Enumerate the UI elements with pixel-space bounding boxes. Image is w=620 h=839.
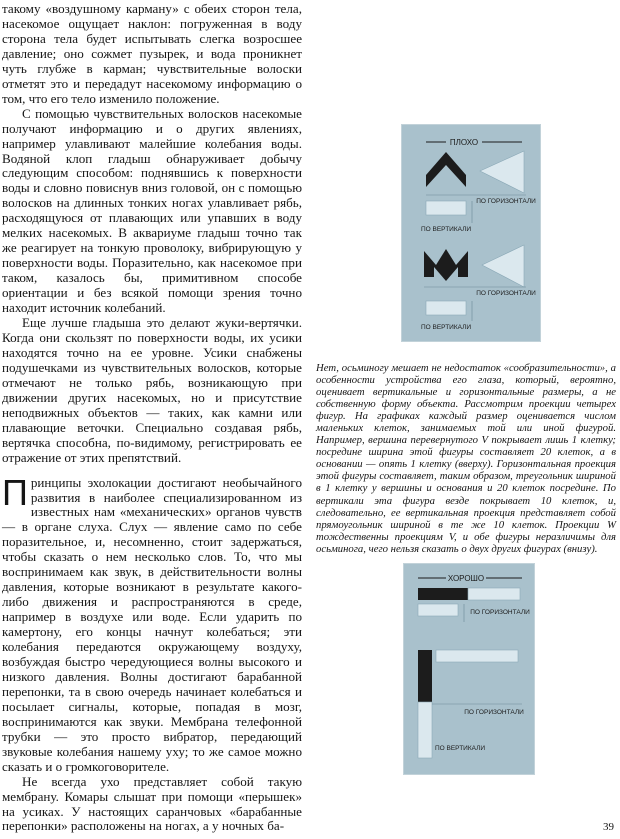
horizontal-projection-strip [436,650,518,662]
horizontal-projection-bar [468,588,520,600]
label-horizontal-2: ПО ГОРИЗОНТАЛИ [464,709,524,716]
text-column-left [2,2,302,834]
page-number: 39 [603,821,614,833]
paragraph-5: Не всегда ухо представляет собой такую мембрану. Комары слышат при помощи «перышек» на усиках. У настоящих саранчовых «барабанные перепонки» расположены на ногах, а у ночных ба- [2,773,302,834]
label-vertical-2: ПО ВЕРТИКАЛИ [420,324,472,331]
horizontal-projection-triangle-2 [482,245,524,287]
w-shape [424,249,468,281]
horizontal-bar-shape [418,588,468,600]
paragraph-4 [2,471,302,775]
label-bad: ПЛОХО [449,138,479,147]
label-horizontal-2: ПО ГОРИЗОНТАЛИ [476,290,536,297]
horizontal-projection-triangle [480,151,524,193]
vertical-projection-column [418,702,432,758]
label-vertical: ПО ВЕРТИКАЛИ [434,745,486,752]
figure-caption: Нет, осьминогу мешает не недостаток «сообразительности», а особенности устройства его глаза, который, вероятно, оценивает вертикальные и горизонтальные размеры, а не собственную форму объекта. Рассмотрим проекции четырех фигур. На графиках каждый размер оценивается числом маленьких клеток, занимаемых той или иной фигурой. Например, вершина перевернутого V покрывает лишь 1 клетку; посредине ширина этой фигуры составляет 20 клеток, а в основании — опять 1 клетку (вверху). Горизонтальная проекция этой фигуры составляет, таким образом, треугольник шириной в 1 клетку у вершины и основания и 20 клеток посредине. По вертикали эта фигура везде покрывает 10 клеток, и, следовательно, ее вертикальная проекция представляет собой прямоугольник шириной в те же 10 клеток. Проекции W тождественны проекциям V, и обе фигуры неразличимы для осьминога, чего нельзя сказать о двух других фигурах (внизу). [316,362,616,555]
figure-top [401,124,541,342]
vertical-projection-bar [418,604,458,616]
paragraph-3: Еще лучше гладыша это делают жуки-вертячки. Когда они скользят по поверхности воды, их усики находятся точно на ее уровне. Усики снабжены подушечками из чувствительных волосков, которые отмечают не только рябь, возникающую при движении других насекомых, но и присутствие неподвижных объектов — таких, как камни или плавающие веточки. Специально создавая рябь, вертячка способна, по-видимому, регистрировать ее отражение от этих препятствий. [2,315,302,465]
label-horizontal-1: ПО ГОРИЗОНТАЛИ [476,198,536,205]
paragraph-1: такому «воздушному карману» с обеих сторон тела, насекомое ощущает наклон: погруженная в воду сторона тела будет испытывать слегка возросшее давление; оно сожмет пузырек, и вода проникнет чуть глубже в карман; чувствительные волоски отметят это и передадут насекомому информацию о том, что его тело изменило положение. [2,1,302,106]
drop-cap: П [2,471,28,513]
paragraph-4-text: ринципы эхолокации достигают необычайного развития в наиболее специализированном из известных нам «механических» органов чувств — в органе слуха. Слух — явление само по себе поразительное, и, несомненно, стоит задержаться, чтобы сказать о нем несколько слов. То, что мы воспринимаем как звук, в действительности волны давления, которые возникают в результате какого-либо движения и распространяются в среде, например в воздухе или воде. Если ударить по камертону, его концы начнут колебаться; эти колебания передаются окружающему воздуху, возбуждая быстро чередующиеся волны высокого и низкого давления. Волны достигают барабанной перепонки, та в свою очередь начинает колебаться и посылает сигналы, которые, попадая в мозг, воспринимаются как звуки. Мембрана телефонной трубки — это просто вибратор, передающий звуковые колебания нашему уху; то же самое можно сказать и о громкоговорителе. [2,474,302,774]
label-horizontal-1: ПО ГОРИЗОНТАЛИ [470,609,530,616]
vertical-bar-shape [418,650,432,702]
label-good: ХОРОШО [447,574,485,583]
figure-bottom-diagram [404,564,534,774]
chevron-shape [426,152,466,187]
vertical-projection-rect-2 [426,301,466,315]
label-vertical-1: ПО ВЕРТИКАЛИ [420,226,472,233]
vertical-projection-rect [426,201,466,215]
figure-bottom [403,563,535,775]
figure-top-diagram [402,125,540,341]
paragraph-2: С помощью чувствительных волосков насекомые получают информацию и о других явлениях, например улавливают малейшие колебания воды. Водяной клоп гладыш обнаруживает добычу следующим способом: поднявшись к поверхности воды и словно повиснув вниз головой, он с помощью волосков на длинных тонких ногах улавливает рябь, расходящуюся от плавающих или упавших в воду мелких насекомых. В аквариуме гладыш точно так же реагирует на тонкую проволоку, вибрирующую у поверхности воды. Поразительно, как насекомое при таком, казалось бы, примитивном способе ориентации и без всякой помощи зрения точно находит источник колебаний. [2,105,302,316]
